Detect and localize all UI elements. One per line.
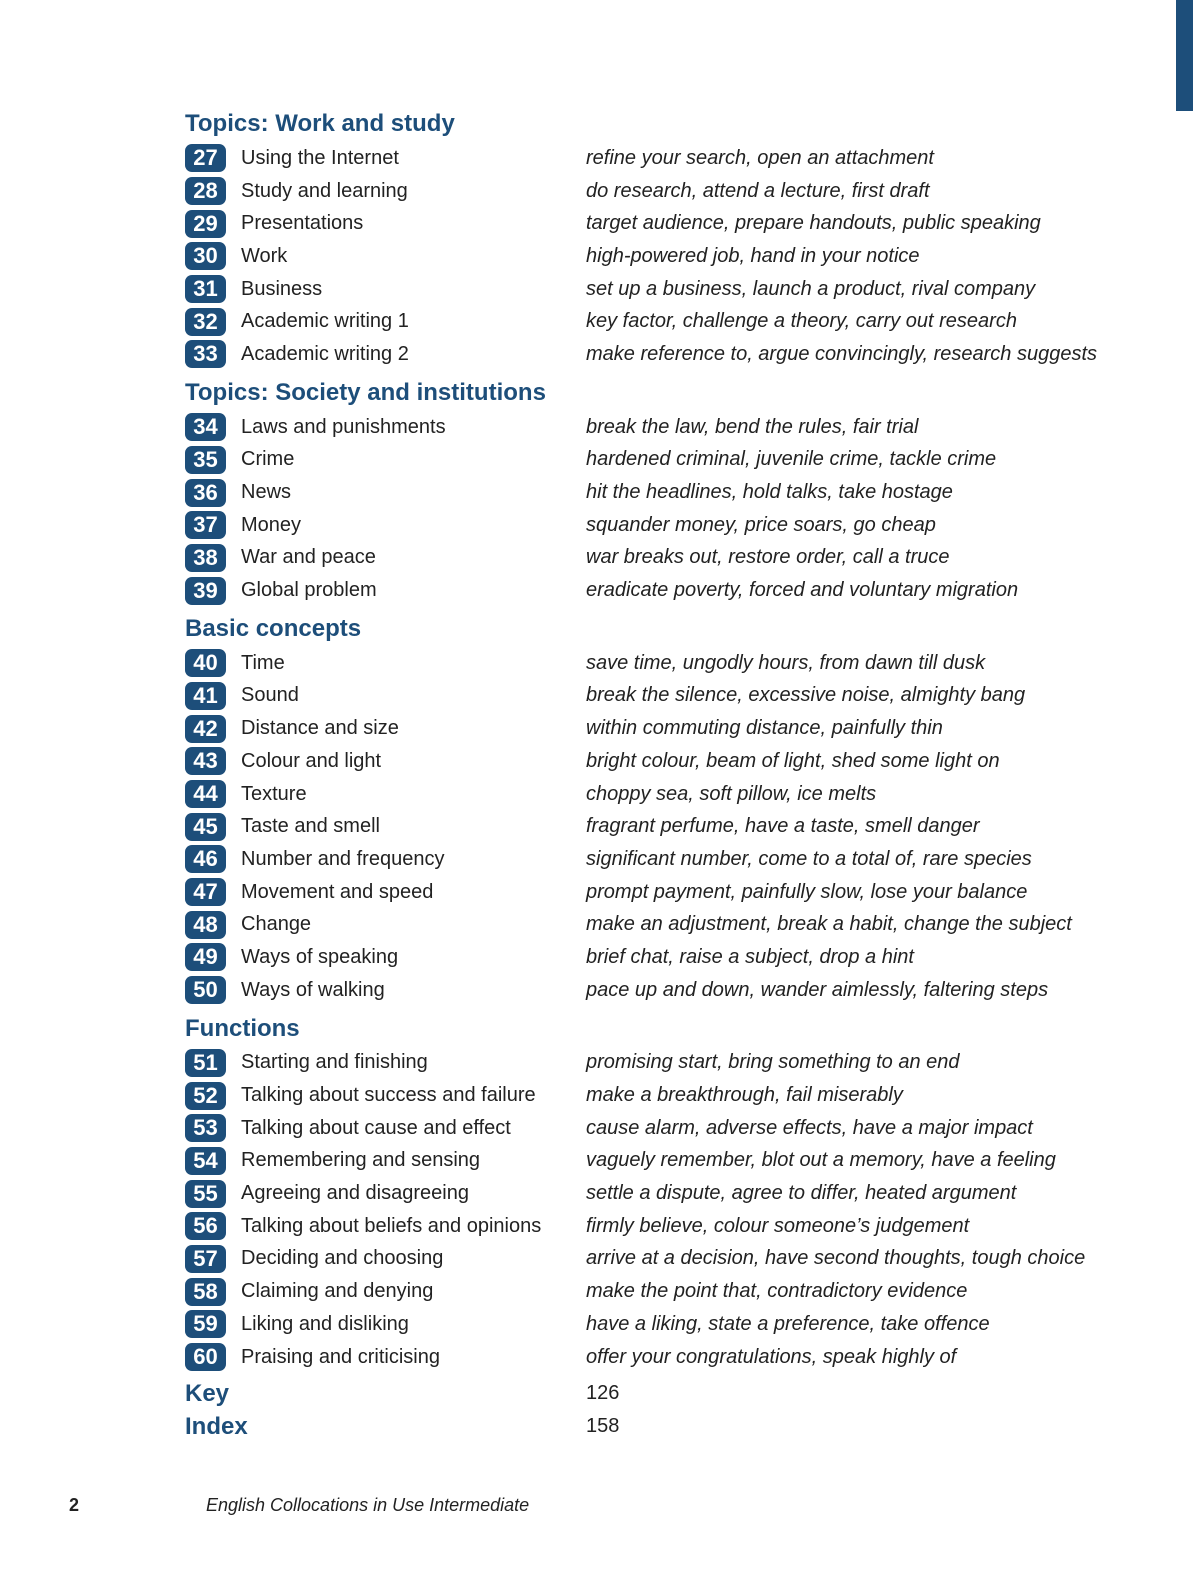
end-matter-label: Key xyxy=(185,1380,230,1408)
unit-examples: have a liking, state a preference, take offence xyxy=(586,1312,990,1335)
toc-entry[interactable] xyxy=(185,509,1085,542)
unit-number-badge: 54 xyxy=(185,1147,226,1175)
unit-title: Academic writing 1 xyxy=(241,310,409,333)
toc-entry[interactable] xyxy=(185,1243,1085,1276)
unit-examples: pace up and down, wander aimlessly, faltering steps xyxy=(586,978,1049,1001)
unit-number-badge: 29 xyxy=(185,210,226,238)
unit-examples: do research, attend a lecture, first draft xyxy=(586,179,930,202)
unit-title: Number and frequency xyxy=(241,847,445,870)
unit-title: Time xyxy=(241,651,285,674)
unit-number-badge: 57 xyxy=(185,1245,226,1273)
end-matter-page: 126 xyxy=(586,1382,620,1405)
unit-examples: offer your congratulations, speak highly of xyxy=(586,1345,957,1368)
unit-title: Change xyxy=(241,913,312,936)
unit-title: News xyxy=(241,481,292,504)
unit-examples: fragrant perfume, have a taste, smell danger xyxy=(586,815,980,838)
toc-entry[interactable] xyxy=(185,1112,1085,1145)
unit-number-badge: 33 xyxy=(185,340,226,368)
unit-number-badge: 41 xyxy=(185,682,226,710)
unit-number-badge: 34 xyxy=(185,413,226,441)
end-matter-page: 158 xyxy=(586,1415,620,1438)
unit-title: Starting and finishing xyxy=(241,1051,428,1074)
unit-examples: firmly believe, colour someone’s judgement xyxy=(586,1214,970,1237)
toc-entry[interactable] xyxy=(185,273,1085,306)
unit-number-badge: 56 xyxy=(185,1212,226,1240)
unit-examples: squander money, price soars, go cheap xyxy=(586,513,936,536)
chapter-tab-marker xyxy=(1176,0,1193,111)
unit-examples: brief chat, raise a subject, drop a hint xyxy=(586,945,914,968)
unit-number-badge: 49 xyxy=(185,943,226,971)
unit-title: Texture xyxy=(241,782,307,805)
unit-title: Movement and speed xyxy=(241,880,434,903)
unit-number-badge: 47 xyxy=(185,878,226,906)
unit-examples: target audience, prepare handouts, public speaking xyxy=(586,212,1041,235)
toc-entry[interactable] xyxy=(185,1177,1085,1210)
section-heading: Topics: Work and study xyxy=(185,110,455,137)
unit-number-badge: 46 xyxy=(185,845,226,873)
unit-title: Using the Internet xyxy=(241,146,399,169)
unit-number-badge: 35 xyxy=(185,446,226,474)
unit-examples: hardened criminal, juvenile crime, tackle crime xyxy=(586,448,997,471)
unit-examples: make an adjustment, break a habit, change the subject xyxy=(586,913,1072,936)
toc-entry[interactable] xyxy=(185,1275,1085,1308)
toc-entry[interactable] xyxy=(185,207,1085,240)
end-matter-entry[interactable] xyxy=(185,1377,1085,1410)
toc-entry[interactable] xyxy=(185,810,1085,843)
end-matter-entry[interactable] xyxy=(185,1410,1085,1443)
unit-title: Praising and criticising xyxy=(241,1345,440,1368)
unit-examples: promising start, bring something to an end xyxy=(586,1051,960,1074)
toc-entry[interactable] xyxy=(185,444,1085,477)
unit-number-badge: 48 xyxy=(185,911,226,939)
unit-number-badge: 45 xyxy=(185,813,226,841)
unit-title: Business xyxy=(241,277,323,300)
unit-number-badge: 43 xyxy=(185,747,226,775)
unit-examples: high-powered job, hand in your notice xyxy=(586,244,920,267)
section-heading: Topics: Society and institutions xyxy=(185,378,546,406)
unit-examples: make a breakthrough, fail miserably xyxy=(586,1084,903,1107)
end-matter-label: Index xyxy=(185,1413,248,1441)
unit-number-badge: 40 xyxy=(185,649,226,677)
unit-number-badge: 52 xyxy=(185,1082,226,1110)
toc-entry[interactable] xyxy=(185,876,1085,909)
unit-examples: save time, ungodly hours, from dawn till dusk xyxy=(586,651,986,674)
unit-title: Talking about beliefs and opinions xyxy=(241,1214,542,1237)
toc-entry[interactable] xyxy=(185,908,1085,941)
unit-examples: choppy sea, soft pillow, ice melts xyxy=(586,782,877,805)
toc-entry[interactable] xyxy=(185,647,1085,680)
toc-entry[interactable] xyxy=(185,1047,1085,1080)
unit-number-badge: 28 xyxy=(185,177,226,205)
unit-title: Presentations xyxy=(241,212,364,235)
unit-examples: make reference to, argue convincingly, research suggests xyxy=(586,342,1098,365)
unit-examples: war breaks out, restore order, call a truce xyxy=(586,546,950,569)
unit-examples: settle a dispute, agree to differ, heated argument xyxy=(586,1182,1017,1205)
unit-examples: refine your search, open an attachment xyxy=(586,146,934,169)
unit-number-badge: 53 xyxy=(185,1114,226,1142)
unit-examples: set up a business, launch a product, rival company xyxy=(586,277,1036,300)
unit-number-badge: 38 xyxy=(185,544,226,572)
toc-entry[interactable] xyxy=(185,1145,1085,1178)
book-title: English Collocations in Use Intermediate xyxy=(206,1495,530,1515)
unit-examples: cause alarm, adverse effects, have a major impact xyxy=(586,1116,1033,1139)
toc-entry[interactable] xyxy=(185,680,1085,713)
unit-examples: arrive at a decision, have second thoughts, tough choice xyxy=(586,1247,1086,1270)
unit-title: Laws and punishments xyxy=(241,415,446,438)
unit-title: Academic writing 2 xyxy=(241,342,409,365)
toc-entry[interactable] xyxy=(185,476,1085,509)
unit-number-badge: 32 xyxy=(185,308,226,336)
unit-examples: within commuting distance, painfully thin xyxy=(586,717,943,740)
unit-title: Deciding and choosing xyxy=(241,1247,444,1270)
unit-number-badge: 42 xyxy=(185,715,226,743)
toc-entry[interactable] xyxy=(185,574,1085,607)
unit-title: Money xyxy=(241,513,302,536)
toc-entry[interactable] xyxy=(185,411,1085,444)
toc-entry[interactable] xyxy=(185,1210,1085,1243)
unit-title: Remembering and sensing xyxy=(241,1149,481,1172)
unit-title: Work xyxy=(241,244,288,267)
unit-title: Distance and size xyxy=(241,717,399,740)
unit-examples: make the point that, contradictory evidence xyxy=(586,1280,968,1303)
toc-entry[interactable] xyxy=(185,338,1098,371)
section-heading: Functions xyxy=(185,1014,300,1042)
toc-entry[interactable] xyxy=(185,941,1085,974)
table-of-contents xyxy=(185,106,1098,1443)
unit-number-badge: 44 xyxy=(185,780,226,808)
toc-entry[interactable] xyxy=(185,305,1085,338)
unit-number-badge: 50 xyxy=(185,976,226,1004)
unit-number-badge: 60 xyxy=(185,1343,226,1371)
unit-title: Study and learning xyxy=(241,179,408,202)
toc-entry[interactable] xyxy=(185,142,1085,175)
toc-entry[interactable] xyxy=(185,1079,1085,1112)
unit-examples: prompt payment, painfully slow, lose your balance xyxy=(586,880,1028,903)
unit-title: Sound xyxy=(241,684,299,707)
unit-title: Claiming and denying xyxy=(241,1280,434,1303)
unit-title: Liking and disliking xyxy=(241,1312,409,1335)
unit-title: Talking about cause and effect xyxy=(241,1116,511,1139)
unit-title: Ways of speaking xyxy=(241,945,399,968)
unit-title: Global problem xyxy=(241,579,377,602)
section-heading: Basic concepts xyxy=(185,614,362,642)
unit-title: Agreeing and disagreeing xyxy=(241,1182,469,1205)
unit-title: War and peace xyxy=(241,546,376,569)
toc-entry[interactable] xyxy=(185,1341,1085,1374)
unit-title: Colour and light xyxy=(241,749,382,772)
unit-title: Taste and smell xyxy=(241,815,380,838)
unit-examples: significant number, come to a total of, rare species xyxy=(586,847,1032,870)
unit-number-badge: 58 xyxy=(185,1278,226,1306)
unit-number-badge: 55 xyxy=(185,1180,226,1208)
toc-entry[interactable] xyxy=(185,974,1085,1007)
unit-number-badge: 37 xyxy=(185,511,226,539)
unit-examples: break the law, bend the rules, fair trial xyxy=(586,415,919,438)
unit-title: Crime xyxy=(241,448,295,471)
unit-number-badge: 59 xyxy=(185,1310,226,1338)
unit-examples: key factor, challenge a theory, carry out research xyxy=(586,310,1017,333)
unit-title: Talking about success and failure xyxy=(241,1084,536,1107)
unit-examples: hit the headlines, hold talks, take hostage xyxy=(586,481,953,504)
toc-entry[interactable] xyxy=(185,175,1085,208)
unit-title: Ways of walking xyxy=(241,978,385,1001)
unit-number-badge: 36 xyxy=(185,479,226,507)
unit-number-badge: 31 xyxy=(185,275,226,303)
toc-entry[interactable] xyxy=(185,1308,1085,1341)
toc-entry[interactable] xyxy=(185,778,1085,811)
unit-examples: break the silence, excessive noise, almighty bang xyxy=(586,684,1026,707)
unit-number-badge: 27 xyxy=(185,144,226,172)
unit-number-badge: 39 xyxy=(185,577,226,605)
toc-entry[interactable] xyxy=(185,745,1085,778)
toc-entry[interactable] xyxy=(185,240,1085,273)
unit-examples: eradicate poverty, forced and voluntary migration xyxy=(586,579,1019,602)
unit-number-badge: 30 xyxy=(185,242,226,270)
toc-entry[interactable] xyxy=(185,712,1085,745)
unit-examples: bright colour, beam of light, shed some light on xyxy=(586,749,1000,772)
page-footer xyxy=(0,1495,1193,1525)
unit-examples: vaguely remember, blot out a memory, have a feeling xyxy=(586,1149,1056,1172)
page-number: 2 xyxy=(69,1495,80,1515)
unit-number-badge: 51 xyxy=(185,1049,226,1077)
toc-entry[interactable] xyxy=(185,542,1085,575)
toc-entry[interactable] xyxy=(185,843,1085,876)
